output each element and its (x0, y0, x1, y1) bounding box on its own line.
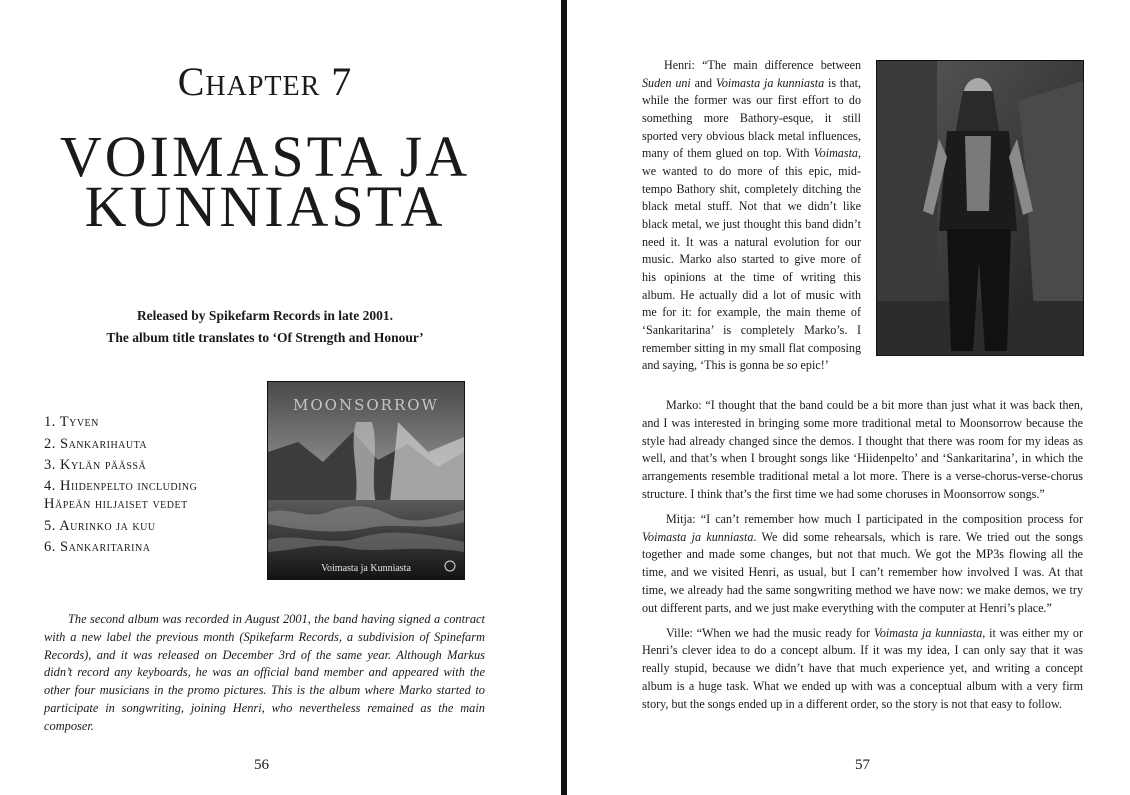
track-list (44, 412, 259, 559)
henri-text: we wanted to do more of this epic, mid-tempo Bathory shit, completely ditching the black metal stuff. Not that we didn’t like black metal, we just thought this band didn’t need it. It was a natural evolution for our music. Marko also started to give more of his opinions at the time of writing this album. He actually did a lot of music with me for it: for example, the main theme of ‘Sankaritarina’ is completely Marko’s. I remember sitting in my small flat composing and saying, ‘This is gonna be (642, 163, 861, 373)
ville-text: , it was either my or Henri’s clever idea to do a concept album. If it was my idea, I can only say that it was really stupid, because we didn’t have that much experience yet, and writing a concept album is a huge task. What we ended up with was a conceptual album with a very firm story, but the songs ended up in a different order, so the story is not that easy to follow. (642, 625, 1083, 711)
henri-quote (642, 57, 861, 375)
page-number-right: 57 (855, 757, 870, 773)
track-item: 2. Sankarihauta (44, 435, 148, 452)
henri-text: is that, while the former was our first effort to do something more Bathory-esque, it still sported very obvious black metal influences, many of them glued on top. With (642, 75, 861, 161)
band-logo: MOONSORROW (293, 396, 439, 414)
album-name-suden-uni: Suden uni (642, 75, 691, 90)
ville-paragraph (642, 625, 1083, 714)
track-item: 1. Tyven (44, 414, 99, 430)
chapter-title-line-2: KUNNIASTA (84, 174, 446, 239)
track-item-continued: Häpeän hiljaiset vedet (44, 495, 188, 512)
album-name-voimasta: Voimasta ja kunniasta (715, 75, 825, 90)
album-name-voimasta: Voimasta ja kunniasta (873, 625, 983, 640)
henri-text: epic!’ (797, 358, 829, 373)
left-page (0, 0, 561, 795)
release-info (0, 305, 530, 349)
henri-text: Henri: “The main difference between (664, 58, 861, 72)
page-number-left: 56 (254, 757, 269, 773)
track-item: 3. Kylän päässä (44, 457, 147, 473)
translation-line: The album title translates to ‘Of Strength and Honour’ (106, 330, 424, 345)
mitja-text: Mitja: “I can’t remember how much I participated in the composition process for (666, 511, 1083, 526)
mitja-paragraph (642, 511, 1083, 618)
intro-paragraph: The second album was recorded in August 2001, the band having signed a contract with a new label the previous month (Spikefarm Records, a subdivision of Spinefarm Records), and it was released on December 3rd of the same year. Although Markus didn’t record any keyboards, he was an official band member and appeared with the other four musicians in the promo pictures. This is the album where Marko started to participate in songwriting, joining Henri, who nevertheless remained as the main composer. (44, 612, 485, 733)
mitja-text: . We did some rehearsals, which is rare. We tried out the songs together and made some changes, but not that much. We got the MP3s flowing all the time, and we visited Henri, as usual, but I can’t remember how involved I was. At that time, we already had the same songwriting method we have now: we make demos, we try out different parts, and we just make everything with the computer at Henri’s place.” (642, 529, 1083, 615)
quotes-column (642, 397, 1083, 721)
album-name-voimasta-short: Voimasta, (813, 146, 861, 161)
track-item: 4. Hiidenpelto including (44, 477, 198, 494)
band-member-photo (876, 60, 1084, 356)
release-line: Released by Spikefarm Records in late 2001. (136, 308, 394, 323)
marko-paragraph: Marko: “I thought that the band could be a bit more than just what it was back then, and I was interested in bringing some more traditional metal to Moonsorrow because the style had already changed since the demos. I thought that there was room for my ideas as well, and that’s when I brought songs like ‘Hiidenpelto’ and ‘Sankaritarina’, in which the arrangements resemble traditional metal a lot more. There is a verse-chorus-verse-chorus structure. I think that’s the first time we had some choruses in Moonsorrow songs.” (642, 398, 1083, 501)
photo-art (877, 61, 1083, 355)
album-name-voimasta: Voimasta ja kunniasta (642, 529, 754, 544)
track-item: 6. Sankaritarina (44, 539, 151, 555)
emphasis-so: so (786, 358, 798, 373)
henri-text: and (690, 75, 716, 90)
henri-paragraph (642, 57, 861, 375)
chapter-label: Chapter 7 (177, 59, 353, 104)
track-item: 5. Aurinko ja kuu (44, 517, 156, 534)
album-title-caption: Voimasta ja Kunniasta (321, 563, 411, 574)
chapter-title (0, 124, 530, 239)
ville-text: Ville: “When we had the music ready for (666, 625, 874, 640)
chapter-title-line-1: VOIMASTA JA (59, 124, 471, 189)
album-cover-image (267, 381, 465, 580)
